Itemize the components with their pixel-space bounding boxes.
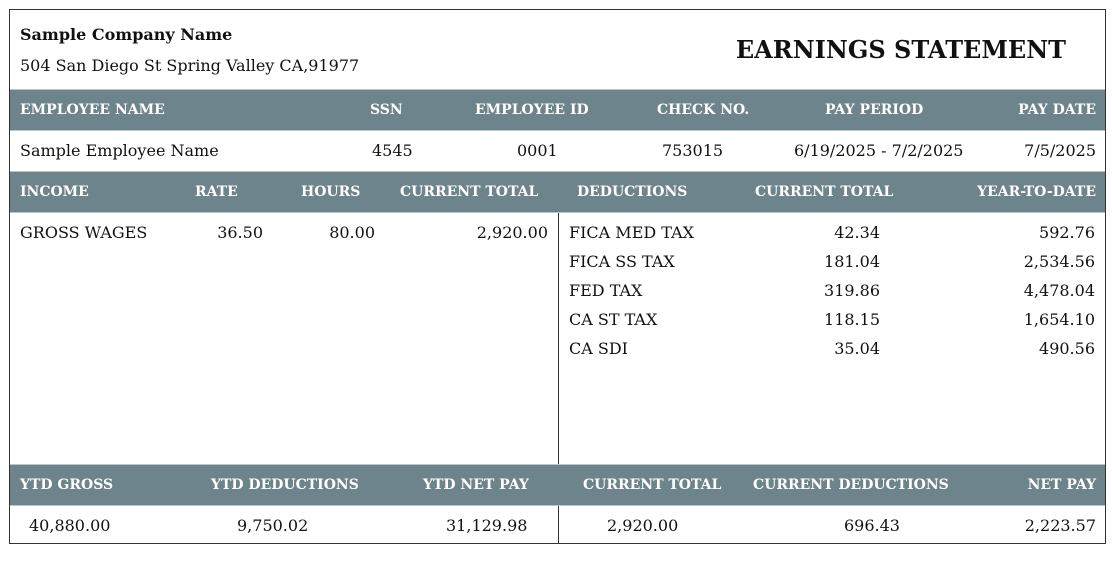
header-current-deductions: CURRENT DEDUCTIONS bbox=[753, 477, 949, 493]
employee-name-value: Sample Employee Name bbox=[20, 141, 219, 160]
summary-row bbox=[10, 506, 1105, 544]
deduction-current: 118.15 bbox=[824, 310, 880, 329]
header-income-current-total: CURRENT TOTAL bbox=[400, 184, 539, 200]
header-deductions-current-total: CURRENT TOTAL bbox=[755, 184, 894, 200]
header-employee-id: EMPLOYEE ID bbox=[475, 102, 589, 118]
employee-header-band bbox=[10, 89, 1105, 131]
deduction-ytd: 4,478.04 bbox=[1023, 281, 1095, 300]
deduction-current: 42.34 bbox=[834, 223, 880, 242]
ssn-value: 4545 bbox=[372, 141, 413, 160]
header-deductions: DEDUCTIONS bbox=[577, 184, 688, 200]
deduction-ytd: 2,534.56 bbox=[1023, 252, 1095, 271]
header-employee-name: EMPLOYEE NAME bbox=[20, 102, 165, 118]
deduction-label: CA ST TAX bbox=[569, 310, 658, 329]
net-pay-value: 2,223.57 bbox=[1024, 516, 1096, 535]
income-deductions-header-band bbox=[10, 171, 1105, 213]
income-label: GROSS WAGES bbox=[20, 223, 148, 242]
header-ytd-net-pay: YTD NET PAY bbox=[423, 477, 529, 493]
deduction-label: FED TAX bbox=[569, 281, 643, 300]
ytd-net-pay-value: 31,129.98 bbox=[446, 516, 528, 535]
deduction-label: FICA MED TAX bbox=[569, 223, 695, 242]
header-hours: HOURS bbox=[301, 184, 361, 200]
check-no-value: 753015 bbox=[662, 141, 724, 160]
deduction-row bbox=[559, 223, 1105, 252]
deduction-current: 319.86 bbox=[824, 281, 880, 300]
company-name: Sample Company Name bbox=[20, 25, 233, 44]
deductions-list bbox=[559, 213, 1105, 464]
header-net-pay: NET PAY bbox=[1027, 477, 1096, 493]
pay-date-value: 7/5/2025 bbox=[1024, 141, 1096, 160]
income-hours: 80.00 bbox=[329, 223, 375, 242]
deduction-row bbox=[559, 252, 1105, 281]
statement-title: EARNINGS STATEMENT bbox=[735, 35, 1066, 64]
deduction-row bbox=[559, 310, 1105, 339]
deduction-current: 181.04 bbox=[824, 252, 880, 271]
deduction-ytd: 592.76 bbox=[1039, 223, 1095, 242]
deduction-row bbox=[559, 281, 1105, 310]
employee-id-value: 0001 bbox=[517, 141, 558, 160]
header-year-to-date: YEAR-TO-DATE bbox=[977, 184, 1096, 200]
employee-row bbox=[10, 131, 1105, 171]
header-pay-period: PAY PERIOD bbox=[825, 102, 924, 118]
income-rate: 36.50 bbox=[217, 223, 263, 242]
ytd-gross-value: 40,880.00 bbox=[29, 516, 111, 535]
deduction-label: CA SDI bbox=[569, 339, 628, 358]
income-row bbox=[10, 213, 558, 242]
current-deductions-value: 696.43 bbox=[844, 516, 900, 535]
deduction-current: 35.04 bbox=[834, 339, 880, 358]
deduction-row bbox=[559, 339, 1105, 368]
current-total-value: 2,920.00 bbox=[607, 516, 679, 535]
header-ssn: SSN bbox=[370, 102, 403, 118]
deduction-label: FICA SS TAX bbox=[569, 252, 675, 271]
earnings-statement bbox=[9, 9, 1106, 544]
summary-header-band bbox=[10, 464, 1105, 506]
header-rate: RATE bbox=[195, 184, 238, 200]
header-pay-date: PAY DATE bbox=[1018, 102, 1096, 118]
header-summary-current-total: CURRENT TOTAL bbox=[583, 477, 722, 493]
ytd-deductions-value: 9,750.02 bbox=[237, 516, 309, 535]
header-income: INCOME bbox=[20, 184, 89, 200]
pay-period-value: 6/19/2025 - 7/2/2025 bbox=[794, 141, 964, 160]
header-ytd-deductions: YTD DEDUCTIONS bbox=[211, 477, 359, 493]
header-check-no: CHECK NO. bbox=[657, 102, 750, 118]
deduction-ytd: 1,654.10 bbox=[1023, 310, 1095, 329]
deduction-ytd: 490.56 bbox=[1039, 339, 1095, 358]
company-address: 504 San Diego St Spring Valley CA,91977 bbox=[20, 56, 360, 75]
income-current-total: 2,920.00 bbox=[476, 223, 548, 242]
header-ytd-gross: YTD GROSS bbox=[20, 477, 114, 493]
